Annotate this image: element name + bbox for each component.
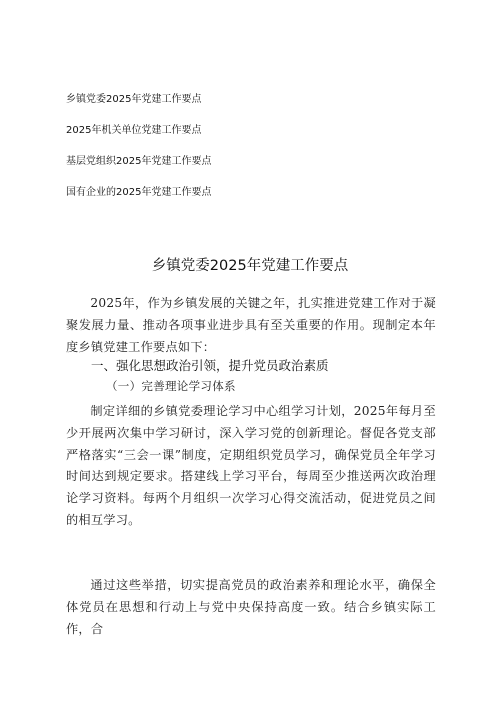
intro-paragraph: 2025年，作为乡镇发展的关键之年，扎实推进党建工作对于凝聚发展力量、推动各项事业进步具有至关重要的作用。现制定本年度乡镇党建工作要点如下： <box>66 296 436 354</box>
toc-item: 2025年机关单位党建工作要点 <box>66 125 202 136</box>
section-heading: 一、强化思想政治引领，提升党员政治素质 <box>91 358 329 373</box>
document-title: 乡镇党委2025年党建工作要点 <box>151 258 349 274</box>
toc-item: 乡镇党委2025年党建工作要点 <box>66 94 202 105</box>
subsection-heading: （一）完善理论学习体系 <box>106 379 236 393</box>
study-paragraph: 制定详细的乡镇党委理论学习中心组学习计划，2025年每月至少开展两次集中学习研讨，深入学习党的创新理论。督促各党支部严格落实“三会一课”制度，定期组织党员学习，确保党员全年学习时间达到规定要求。搭建线上学习平台，每周至少推送两次政治理论学习资料。每两个月组织一次学习心得交流活动，促进党员之间的相互学习。 <box>66 404 436 527</box>
toc-item: 基层党组织2025年党建工作要点 <box>66 156 212 167</box>
measures-paragraph: 通过这些举措，切实提高党员的政治素养和理论水平，确保全体党员在思想和行动上与党中央保持高度一致。结合乡镇实际工作，合 <box>66 578 436 636</box>
toc-item: 国有企业的2025年党建工作要点 <box>66 187 212 198</box>
table-of-contents <box>66 93 446 217</box>
